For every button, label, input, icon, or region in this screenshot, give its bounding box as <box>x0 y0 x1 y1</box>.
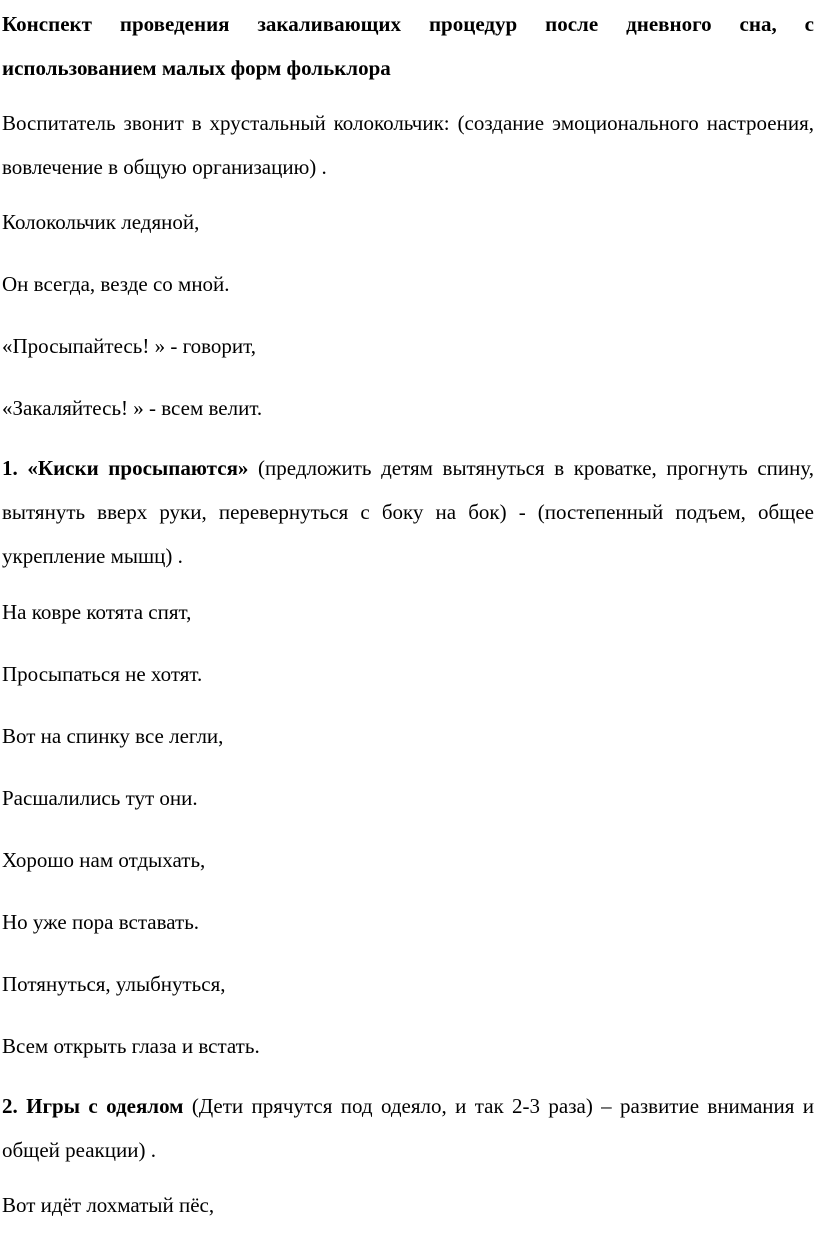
poem2-line-4: Расшалились тут они. <box>2 786 198 810</box>
section2-paragraph <box>2 1084 814 1172</box>
poem2-line-7: Потянуться, улыбнуться, <box>2 972 226 996</box>
intro-paragraph: Воспитатель звонит в хрустальный колокольчик: (создание эмоционального настроения, вовлечение в общую организацию) . <box>2 111 814 179</box>
document-title: Конспект проведения закаливающих процедур после дневного сна, с использованием малых форм фольклора <box>2 12 814 80</box>
poem2-line-5: Хорошо нам отдыхать, <box>2 848 206 872</box>
poem2-line-1: На ковре котята спят, <box>2 600 192 624</box>
poem1-line-2: Он всегда, везде со мной. <box>2 272 230 296</box>
poem2-line-6: Но уже пора вставать. <box>2 910 200 934</box>
section1-heading: 1. «Киски просыпаются» <box>2 456 249 480</box>
poem2-line-8: Всем открыть глаза и встать. <box>2 1034 260 1058</box>
poem2-line-3: Вот на спинку все легли, <box>2 724 224 748</box>
poem1-line-4: «Закаляйтесь! » - всем велит. <box>2 396 263 420</box>
section2-text: (Дети прячутся под одеяло, и так 2-3 раза) – развитие внимания и общей реакции) . <box>2 1094 814 1162</box>
section1-paragraph <box>2 446 814 578</box>
poem1-line-1: Колокольчик ледяной, <box>2 210 200 234</box>
poem3-line-1: Вот идёт лохматый пёс, <box>2 1193 215 1217</box>
poem2-line-2: Просыпаться не хотят. <box>2 662 203 686</box>
poem1-line-3: «Просыпайтесь! » - говорит, <box>2 334 257 358</box>
section2-heading: 2. Игры с одеялом <box>2 1094 184 1118</box>
section1-text: (предложить детям вытянуться в кроватке, прогнуть спину, вытянуть вверх руки, перевернуться с боку на бок) - (постепенный подъем, общее укрепление мышц) . <box>2 456 814 568</box>
